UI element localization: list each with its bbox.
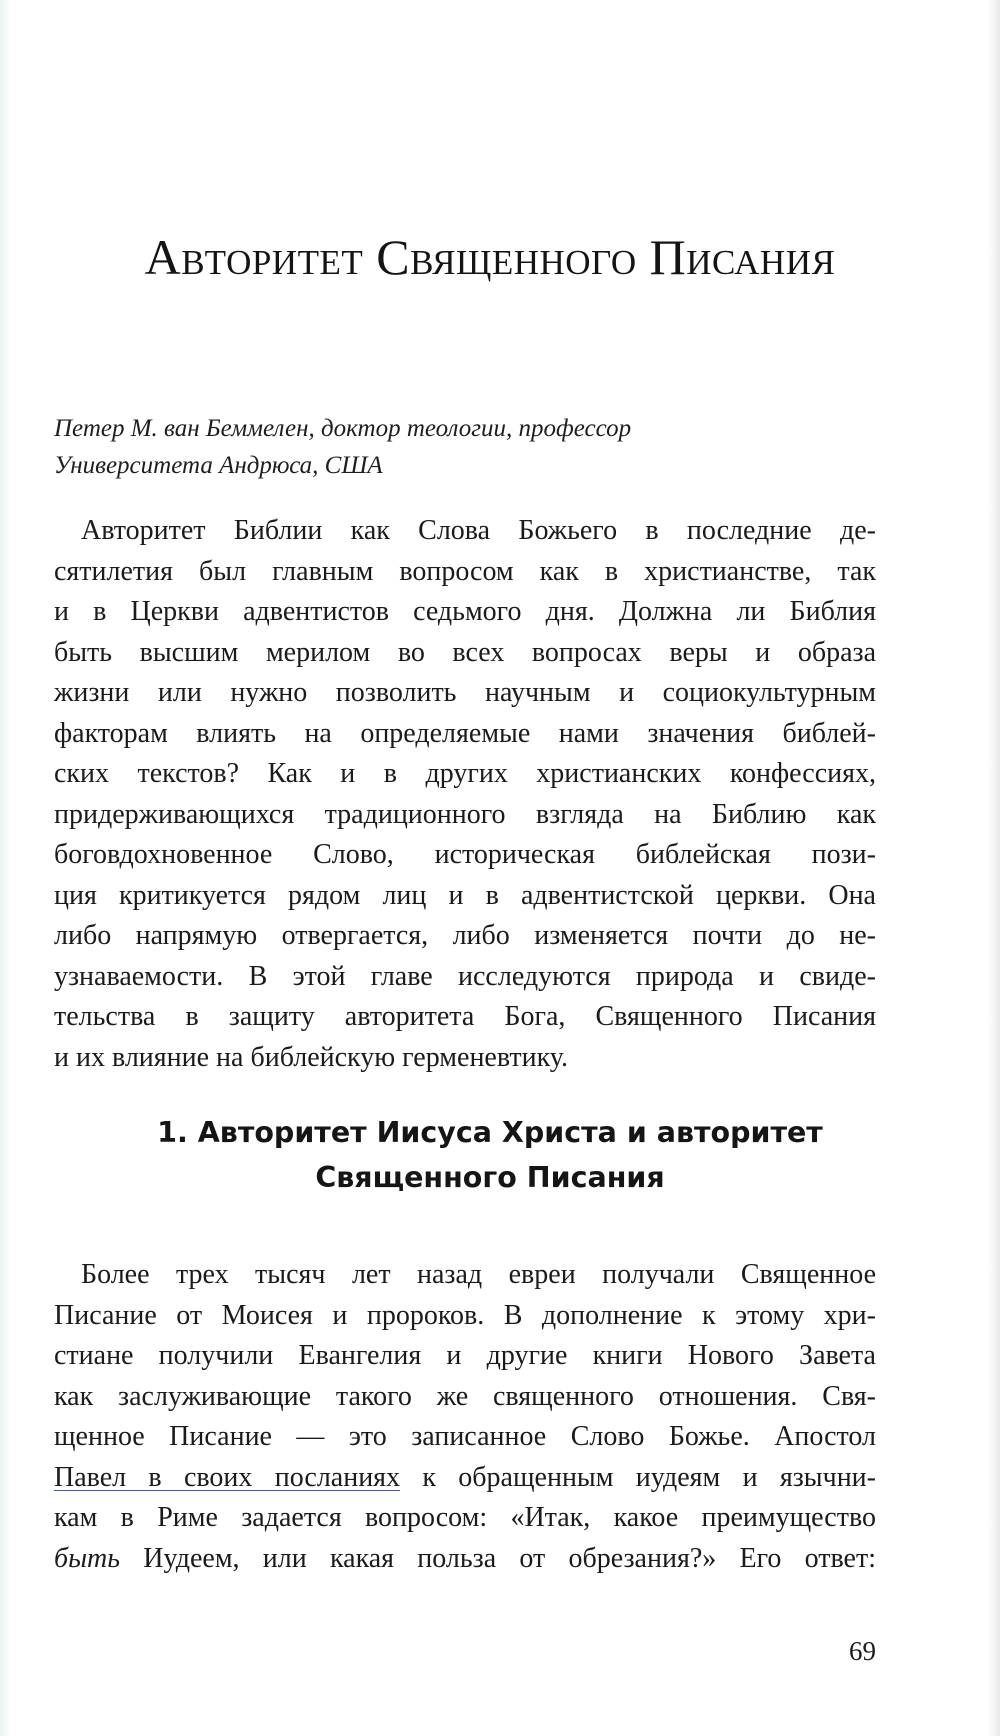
text-line: кам в Риме задается вопросом: «Итак, какое преимущество	[54, 1502, 876, 1533]
section-paragraph	[54, 1255, 876, 1579]
text-line: ция критикуется рядом лиц и в адвентистской церкви. Она	[54, 879, 876, 911]
text-line: тельства в защиту авторитета Бога, Священного Писания	[54, 1001, 876, 1032]
text-line: боговдохновенное Слово, историческая библейская пози-	[54, 839, 876, 870]
section-heading-line: 1. Авторитет Иисуса Христа и авторитет	[157, 1116, 823, 1149]
underlined-phrase: Павел в своих посланиях	[54, 1461, 401, 1493]
text-line: Авторитет Библии как Слова Божьего в последние де-	[81, 515, 876, 546]
author-line: Петер М. ван Беммелен, доктор теологии, профессор	[54, 415, 632, 442]
text-fragment: к обращенным иудеям и язычни-	[400, 1461, 876, 1493]
page-number: 69	[849, 1636, 876, 1666]
author-line: Университета Андрюса, США	[54, 452, 383, 479]
text-line: и в Церкви адвентистов седьмого дня. Должна ли Библия	[54, 596, 876, 627]
text-line: жизни или нужно позволить научным и социокультурным	[54, 677, 876, 708]
chapter-title: Авторитет Священного Писания	[144, 229, 836, 285]
text-line	[54, 1539, 876, 1580]
text-line: Писание от Моисея и пророков. В дополнение к этому хри-	[54, 1299, 876, 1331]
author-byline	[54, 410, 874, 484]
text-line: либо напрямую отвергается, либо изменяется почти до не-	[54, 920, 876, 951]
text-fragment: Иудеем, или какая польза от обрезания?» Его ответ:	[120, 1542, 876, 1574]
page-edge-right	[988, 0, 1000, 1736]
text-line: Более трех тысяч лет назад евреи получали Священное	[81, 1259, 876, 1290]
text-line: ских текстов? Как и в других христианских конфессиях,	[54, 758, 876, 789]
text-line: щенное Писание — это записанное Слово Божье. Апостол	[54, 1421, 876, 1452]
text-line: узнаваемости. В этой главе исследуются природа и свиде-	[54, 960, 876, 992]
text-line: сятилетия был главным вопросом как в христианстве, так	[54, 555, 876, 587]
text-line: быть высшим мерилом во всех вопросах веры и образа	[54, 636, 876, 668]
page-edge-left	[0, 0, 12, 1736]
text-line: как заслуживающие такого же священного отношения. Свя-	[54, 1380, 876, 1412]
text-line: факторам влиять на определяемые нами значения библей-	[54, 717, 876, 749]
text-line: и их влияние на библейскую герменевтику.	[54, 1041, 569, 1073]
text-line: придерживающихся традиционного взгляда на Библию как	[54, 798, 876, 830]
italic-word: быть	[54, 1542, 121, 1574]
text-line: стиане получили Евангелия и другие книги Нового Завета	[54, 1340, 876, 1371]
section-heading	[40, 1110, 940, 1200]
text-line	[54, 1458, 876, 1499]
section-heading-line: Священного Писания	[315, 1161, 665, 1194]
intro-paragraph	[54, 511, 876, 1078]
